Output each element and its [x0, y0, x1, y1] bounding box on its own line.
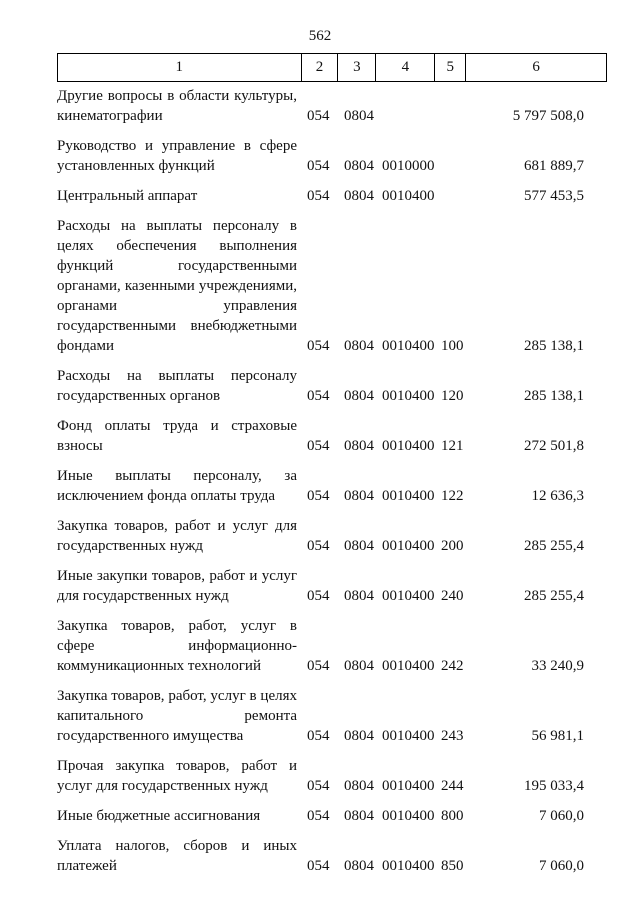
row-section-code: 0804	[344, 388, 374, 404]
row-amount: 285 138,1	[524, 388, 584, 404]
table-row	[57, 86, 607, 126]
table-row	[57, 836, 607, 876]
row-amount: 272 501,8	[524, 438, 584, 454]
row-amount: 7 060,0	[539, 858, 584, 874]
column-header-1: 1	[58, 54, 302, 82]
row-expense-type: 800	[441, 808, 464, 824]
row-name: Закупка товаров, работ, услуг в сфере информационно-коммуникационных технологий	[57, 618, 297, 674]
row-section-code: 0804	[344, 108, 374, 124]
row-ministry-code: 054	[307, 488, 330, 504]
row-target-code: 0010400	[382, 338, 435, 354]
row-amount: 285 255,4	[524, 538, 584, 554]
row-section-code: 0804	[344, 778, 374, 794]
row-target-code: 0010400	[382, 728, 435, 744]
row-ministry-code: 054	[307, 588, 330, 604]
row-section-code: 0804	[344, 538, 374, 554]
table-row	[57, 616, 607, 676]
row-expense-type: 200	[441, 538, 464, 554]
row-section-code: 0804	[344, 658, 374, 674]
row-amount: 681 889,7	[524, 158, 584, 174]
row-ministry-code: 054	[307, 728, 330, 744]
row-expense-type: 100	[441, 338, 464, 354]
row-target-code: 0010400	[382, 188, 435, 204]
row-section-code: 0804	[344, 158, 374, 174]
row-amount: 33 240,9	[531, 658, 584, 674]
row-amount: 56 981,1	[531, 728, 584, 744]
row-name: Иные закупки товаров, работ и услуг для государственных нужд	[57, 568, 297, 604]
row-ministry-code: 054	[307, 338, 330, 354]
row-name: Центральный аппарат	[57, 188, 198, 204]
row-target-code: 0010400	[382, 488, 435, 504]
row-expense-type: 244	[441, 778, 464, 794]
row-section-code: 0804	[344, 808, 374, 824]
column-header-row	[58, 54, 607, 82]
row-section-code: 0804	[344, 858, 374, 874]
row-expense-type: 240	[441, 588, 464, 604]
row-name: Расходы на выплаты персоналу в целях обеспечения выполнения функций государственными органами, казенными учреждениями, органами управления государственными внебюджетными фондами	[57, 218, 297, 354]
row-amount: 5 797 508,0	[512, 108, 584, 124]
row-amount: 12 636,3	[531, 488, 584, 504]
row-name: Закупка товаров, работ, услуг в целях капитального ремонта государственного имущества	[57, 688, 297, 744]
row-name: Расходы на выплаты персоналу государственных органов	[57, 368, 297, 404]
table-row	[57, 136, 607, 176]
row-expense-type: 121	[441, 438, 464, 454]
row-amount: 285 138,1	[524, 338, 584, 354]
row-target-code: 0010400	[382, 588, 435, 604]
row-expense-type: 242	[441, 658, 464, 674]
row-target-code: 0010400	[382, 858, 435, 874]
row-amount: 577 453,5	[524, 188, 584, 204]
row-target-code: 0010000	[382, 158, 435, 174]
row-name: Уплата налогов, сборов и иных платежей	[57, 838, 297, 874]
column-header-5: 5	[435, 54, 466, 82]
table-row	[57, 806, 607, 826]
row-amount: 195 033,4	[524, 778, 584, 794]
table-row	[57, 416, 607, 456]
row-target-code: 0010400	[382, 388, 435, 404]
row-section-code: 0804	[344, 488, 374, 504]
row-ministry-code: 054	[307, 658, 330, 674]
row-section-code: 0804	[344, 588, 374, 604]
budget-rows	[57, 86, 607, 886]
row-expense-type: 120	[441, 388, 464, 404]
page-number: 562	[308, 28, 332, 44]
row-target-code: 0010400	[382, 778, 435, 794]
row-expense-type: 122	[441, 488, 464, 504]
row-expense-type: 850	[441, 858, 464, 874]
table-row	[57, 686, 607, 746]
row-ministry-code: 054	[307, 108, 330, 124]
row-ministry-code: 054	[307, 778, 330, 794]
row-section-code: 0804	[344, 188, 374, 204]
row-name: Иные бюджетные ассигнования	[57, 808, 261, 824]
column-header-6: 6	[466, 54, 607, 82]
row-expense-type: 243	[441, 728, 464, 744]
row-name: Другие вопросы в области культуры, кинематографии	[57, 88, 297, 124]
row-section-code: 0804	[344, 438, 374, 454]
row-ministry-code: 054	[307, 388, 330, 404]
table-row	[57, 516, 607, 556]
row-target-code: 0010400	[382, 538, 435, 554]
row-target-code: 0010400	[382, 438, 435, 454]
table-row	[57, 566, 607, 606]
column-header-2: 2	[301, 54, 338, 82]
column-header-3: 3	[338, 54, 376, 82]
row-name: Фонд оплаты труда и страховые взносы	[57, 418, 297, 454]
row-name: Иные выплаты персоналу, за исключением фонда оплаты труда	[57, 468, 297, 504]
row-ministry-code: 054	[307, 188, 330, 204]
row-ministry-code: 054	[307, 858, 330, 874]
table-row	[57, 366, 607, 406]
table-row	[57, 756, 607, 796]
row-ministry-code: 054	[307, 158, 330, 174]
row-amount: 7 060,0	[539, 808, 584, 824]
table-row	[57, 466, 607, 506]
row-section-code: 0804	[344, 728, 374, 744]
row-ministry-code: 054	[307, 808, 330, 824]
row-name: Закупка товаров, работ и услуг для государственных нужд	[57, 518, 297, 554]
table-row	[57, 216, 607, 356]
row-amount: 285 255,4	[524, 588, 584, 604]
column-header-4: 4	[376, 54, 435, 82]
row-target-code: 0010400	[382, 658, 435, 674]
row-section-code: 0804	[344, 338, 374, 354]
row-ministry-code: 054	[307, 438, 330, 454]
table-row	[57, 186, 607, 206]
column-header-table	[57, 53, 607, 82]
row-name: Руководство и управление в сфере установленных функций	[57, 138, 297, 174]
row-ministry-code: 054	[307, 538, 330, 554]
row-target-code: 0010400	[382, 808, 435, 824]
row-name: Прочая закупка товаров, работ и услуг для государственных нужд	[57, 758, 297, 794]
